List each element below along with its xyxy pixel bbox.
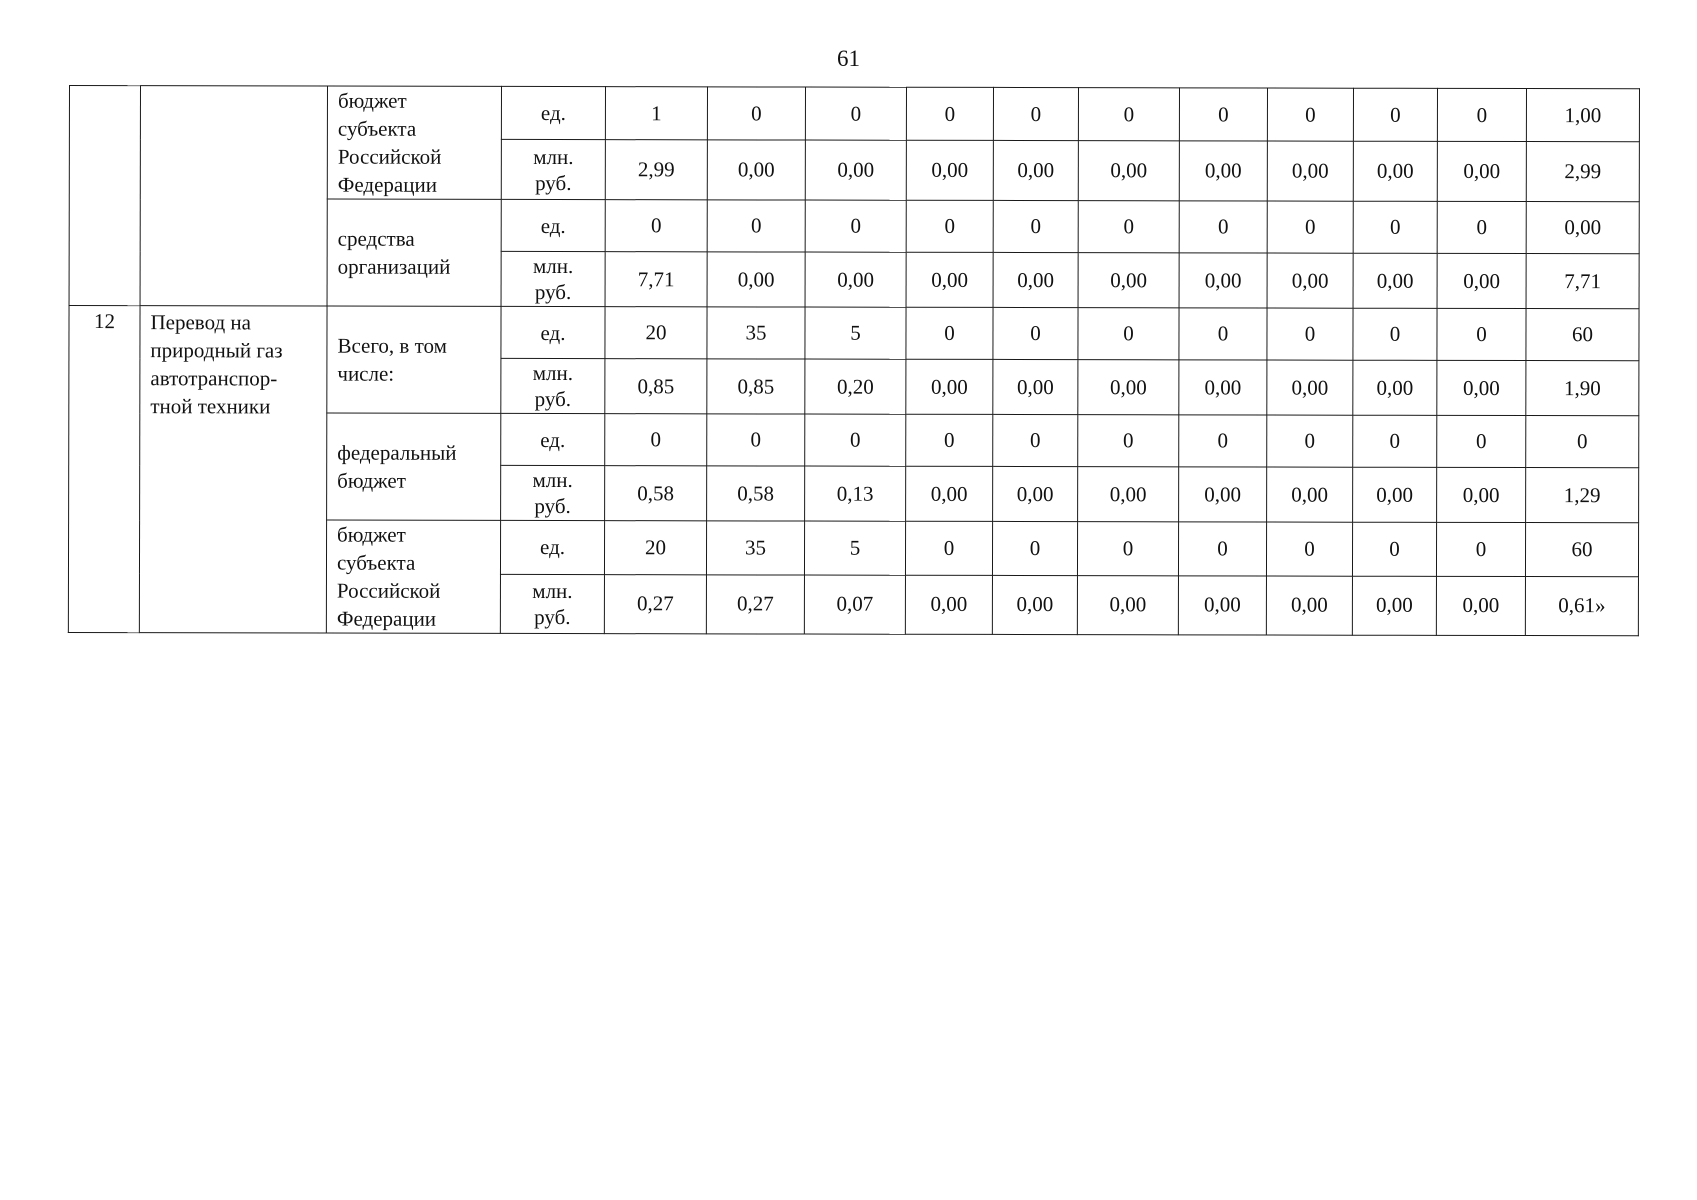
year-value-cell: 0 [707, 414, 805, 466]
year-value-cell: 0,00 [707, 140, 805, 200]
year-value-cell: 0 [906, 307, 993, 359]
year-value-cell: 0,00 [1267, 141, 1353, 201]
total-value-cell: 1,90 [1526, 361, 1639, 416]
year-value-cell: 0,00 [1178, 576, 1266, 635]
total-value-cell: 0,61» [1525, 576, 1638, 635]
year-value-cell: 0,00 [1179, 360, 1267, 415]
total-value-cell: 1,29 [1526, 468, 1639, 523]
year-value-cell: 0 [1178, 522, 1266, 576]
total-value-cell: 1,00 [1526, 89, 1639, 143]
year-value-cell: 0 [1266, 522, 1352, 576]
year-value-cell: 0,00 [993, 252, 1078, 307]
year-value-cell: 0,00 [906, 466, 993, 521]
year-value-cell: 0 [906, 414, 993, 466]
year-value-cell: 0,00 [905, 575, 992, 634]
year-value-cell: 0 [1353, 308, 1437, 360]
funding-source-cell: Всего, в том числе: [327, 306, 501, 413]
year-value-cell: 0,00 [805, 140, 906, 200]
year-value-cell: 0 [1267, 308, 1353, 360]
year-value-cell: 0,13 [805, 466, 906, 521]
year-value-cell: 0,00 [1437, 253, 1526, 308]
year-value-cell: 0 [605, 200, 707, 252]
year-value-cell: 0 [1353, 201, 1437, 253]
page-number: 61 [837, 46, 860, 71]
year-value-cell: 0,85 [707, 359, 805, 414]
unit-cell: ед. [500, 520, 604, 574]
year-value-cell: 0,00 [993, 359, 1078, 414]
unit-cell: ед. [501, 306, 605, 358]
year-value-cell: 0,58 [605, 466, 707, 521]
total-value-cell: 0 [1526, 416, 1639, 468]
year-value-cell: 0,07 [804, 575, 905, 634]
year-value-cell: 0 [805, 414, 906, 466]
year-value-cell: 0,00 [1267, 253, 1353, 308]
year-value-cell: 0,58 [707, 466, 805, 521]
unit-cell: млн. руб. [501, 358, 605, 413]
year-value-cell: 35 [707, 307, 805, 359]
year-value-cell: 0,00 [1077, 576, 1178, 635]
year-value-cell: 0 [1078, 201, 1179, 253]
year-value-cell: 0,00 [1437, 142, 1526, 202]
year-value-cell: 0,00 [1078, 467, 1179, 522]
year-value-cell: 0 [1437, 308, 1526, 360]
year-value-cell: 0,00 [1267, 467, 1353, 522]
measure-name-cell: Перевод на природный газ автотранспор- тной техники [139, 306, 327, 633]
year-value-cell: 0,00 [1353, 253, 1437, 308]
year-value-cell: 0 [805, 87, 906, 141]
year-value-cell: 0,00 [1179, 141, 1267, 201]
funding-source-cell: бюджет субъекта Российской Федерации [326, 520, 500, 633]
year-value-cell: 5 [804, 521, 905, 575]
year-value-cell: 0,00 [1078, 360, 1179, 415]
total-value-cell: 2,99 [1526, 142, 1639, 202]
year-value-cell: 0 [1179, 415, 1267, 467]
year-value-cell: 0 [1267, 201, 1353, 253]
year-value-cell: 0 [992, 521, 1077, 575]
year-value-cell: 0 [993, 307, 1078, 359]
unit-cell: млн. руб. [501, 251, 605, 306]
year-value-cell: 0 [1353, 88, 1437, 142]
year-value-cell: 0 [707, 200, 805, 252]
year-value-cell: 0 [1078, 308, 1179, 360]
measure-name-cell [140, 86, 327, 306]
table-row [69, 306, 1639, 361]
year-value-cell: 0,00 [906, 252, 993, 307]
row-number-cell [69, 86, 140, 306]
year-value-cell: 20 [605, 307, 707, 359]
year-value-cell: 0,00 [707, 252, 805, 307]
year-value-cell: 0,00 [1179, 253, 1267, 308]
year-value-cell: 0 [1078, 88, 1179, 142]
year-value-cell: 0 [605, 414, 707, 466]
year-value-cell: 0 [1437, 201, 1526, 253]
year-value-cell: 0 [1179, 88, 1267, 142]
year-value-cell: 35 [706, 521, 804, 575]
year-value-cell: 0,00 [1078, 141, 1179, 201]
table-row [69, 86, 1639, 143]
year-value-cell: 0,00 [805, 252, 906, 307]
year-value-cell: 20 [604, 521, 706, 575]
year-value-cell: 0 [993, 87, 1078, 141]
year-value-cell: 0 [1179, 308, 1267, 360]
year-value-cell: 0 [1267, 88, 1353, 142]
year-value-cell: 0,20 [805, 359, 906, 414]
total-value-cell: 60 [1526, 309, 1639, 361]
year-value-cell: 0 [805, 200, 906, 252]
year-value-cell: 0,00 [1353, 360, 1437, 415]
funding-source-cell: бюджет субъекта Российской Федерации [327, 86, 501, 199]
year-value-cell: 0,00 [1436, 576, 1525, 635]
year-value-cell: 0,00 [992, 575, 1077, 634]
year-value-cell: 0,00 [906, 359, 993, 414]
year-value-cell: 0 [1353, 415, 1437, 467]
funding-source-cell: средства организаций [327, 199, 501, 306]
year-value-cell: 0,27 [706, 575, 804, 634]
year-value-cell: 0,00 [993, 141, 1078, 201]
year-value-cell: 0,00 [1267, 360, 1353, 415]
funding-source-cell: федеральный бюджет [327, 413, 501, 520]
year-value-cell: 0,00 [1352, 576, 1436, 635]
year-value-cell: 0 [1352, 522, 1436, 576]
year-value-cell: 0 [1437, 88, 1526, 142]
year-value-cell: 0,00 [1266, 576, 1352, 635]
year-value-cell: 0 [905, 521, 992, 575]
year-value-cell: 0 [1267, 415, 1353, 467]
year-value-cell: 0 [906, 200, 993, 252]
total-value-cell: 60 [1525, 523, 1638, 577]
unit-cell: млн. руб. [501, 140, 605, 200]
unit-cell: млн. руб. [501, 465, 605, 520]
unit-cell: ед. [501, 199, 605, 251]
year-value-cell: 0 [1078, 415, 1179, 467]
year-value-cell: 0,00 [1437, 467, 1526, 522]
year-value-cell: 0,85 [605, 359, 707, 414]
total-value-cell: 7,71 [1526, 254, 1639, 309]
year-value-cell: 5 [805, 307, 906, 359]
year-value-cell: 0,00 [1353, 142, 1437, 202]
unit-cell: ед. [501, 86, 605, 140]
year-value-cell: 0,00 [1078, 253, 1179, 308]
table-body [68, 86, 1639, 636]
year-value-cell: 0 [993, 200, 1078, 252]
year-value-cell: 0,00 [1353, 467, 1437, 522]
year-value-cell: 0,00 [1437, 360, 1526, 415]
year-value-cell: 2,99 [605, 140, 707, 200]
year-value-cell: 0,27 [604, 575, 706, 634]
year-value-cell: 0 [993, 414, 1078, 466]
year-value-cell: 0 [1077, 522, 1178, 576]
year-value-cell: 0 [707, 87, 805, 141]
year-value-cell: 0,00 [993, 466, 1078, 521]
year-value-cell: 0 [1179, 201, 1267, 253]
row-number-cell: 12 [68, 306, 140, 633]
unit-cell: млн. руб. [500, 574, 604, 633]
year-value-cell: 0 [1437, 415, 1526, 467]
year-value-cell: 0 [906, 87, 993, 141]
year-value-cell: 0,00 [906, 141, 993, 201]
financing-table [68, 85, 1640, 636]
year-value-cell: 0,00 [1179, 467, 1267, 522]
total-value-cell: 0,00 [1526, 202, 1639, 254]
unit-cell: ед. [501, 413, 605, 465]
year-value-cell: 1 [605, 87, 707, 141]
year-value-cell: 0 [1436, 522, 1525, 576]
year-value-cell: 7,71 [605, 252, 707, 307]
